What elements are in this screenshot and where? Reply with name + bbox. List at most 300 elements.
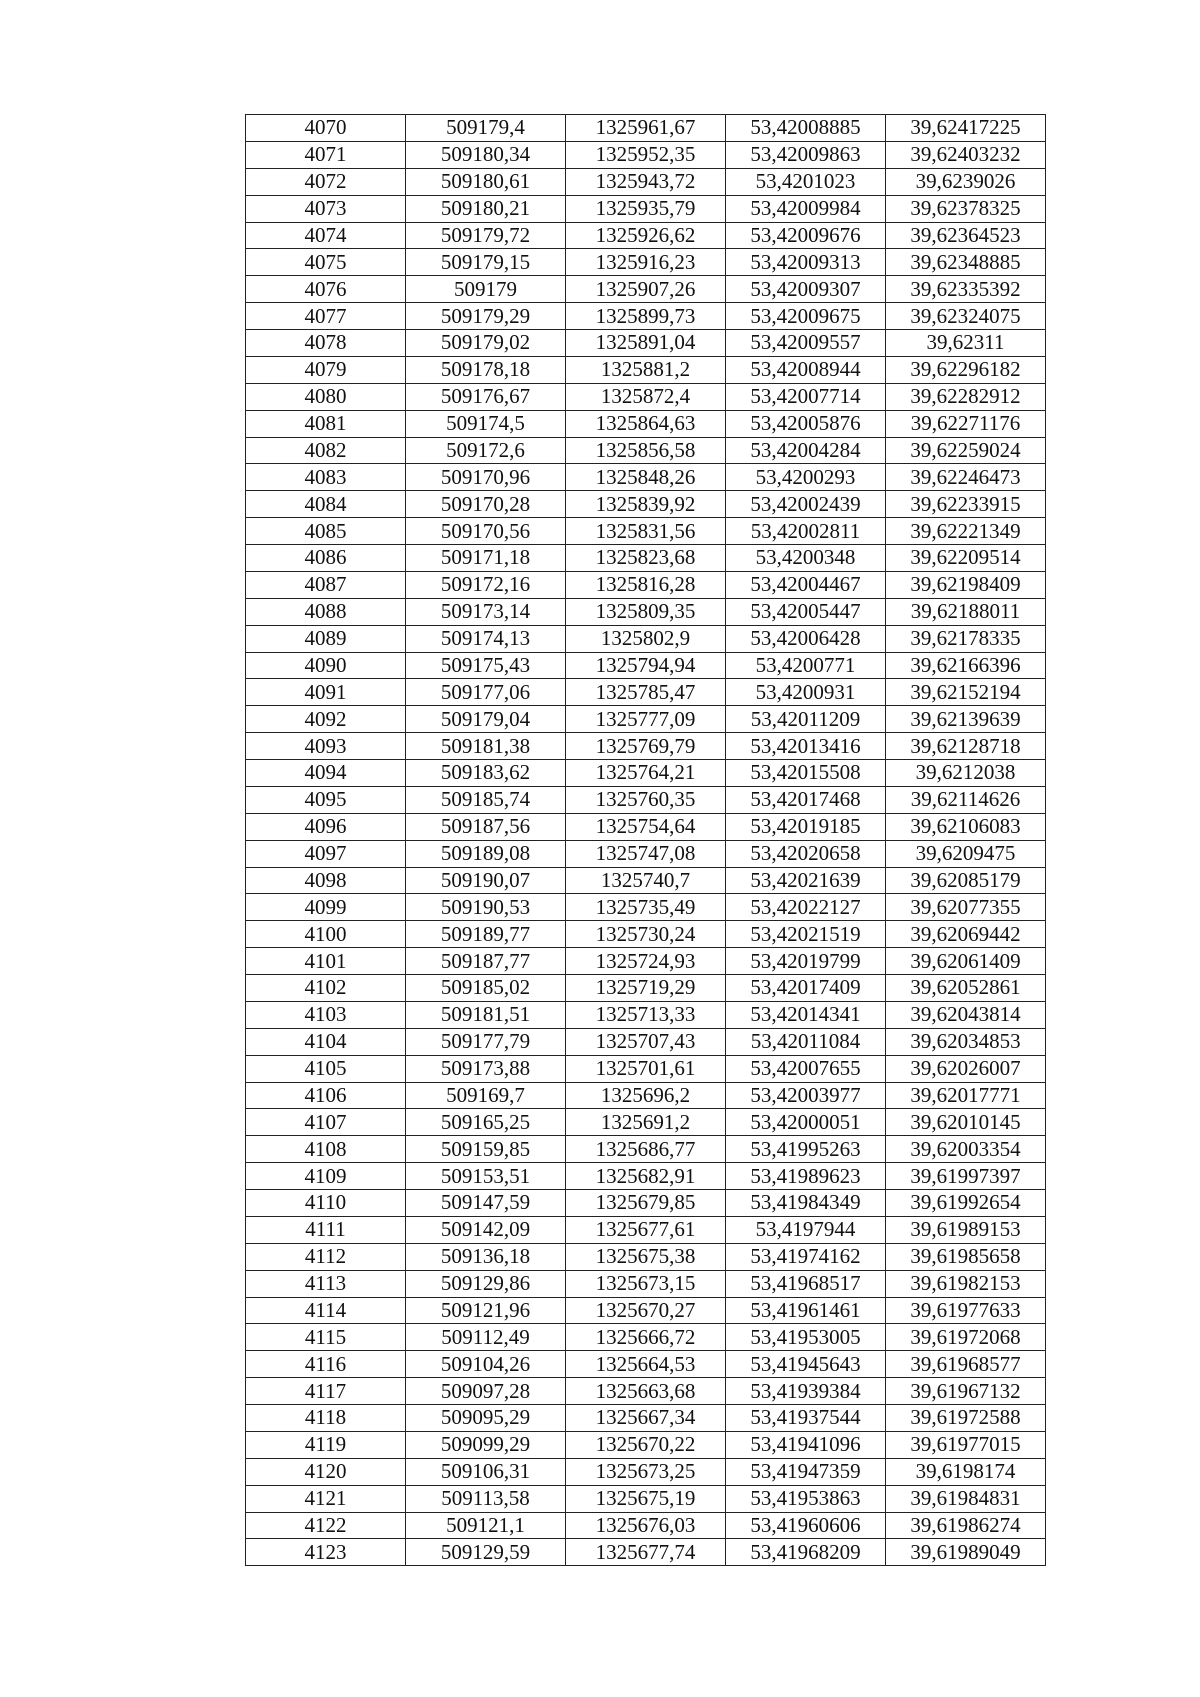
x-coordinate-cell: 509095,29 [406, 1405, 566, 1432]
x-coordinate-cell: 509189,77 [406, 921, 566, 948]
x-coordinate-cell: 509172,6 [406, 437, 566, 464]
longitude-cell: 39,61982153 [886, 1270, 1046, 1297]
latitude-cell: 53,42005447 [726, 598, 886, 625]
point-number-cell: 4073 [246, 195, 406, 222]
latitude-cell: 53,42019185 [726, 813, 886, 840]
y-coordinate-cell: 1325730,24 [566, 921, 726, 948]
y-coordinate-cell: 1325907,26 [566, 276, 726, 303]
y-coordinate-cell: 1325675,38 [566, 1243, 726, 1270]
table-row [246, 652, 1046, 679]
latitude-cell: 53,42017409 [726, 975, 886, 1002]
y-coordinate-cell: 1325673,15 [566, 1270, 726, 1297]
table-row [246, 598, 1046, 625]
y-coordinate-cell: 1325670,22 [566, 1431, 726, 1458]
y-coordinate-cell: 1325673,25 [566, 1458, 726, 1485]
point-number-cell: 4117 [246, 1378, 406, 1405]
x-coordinate-cell: 509172,16 [406, 571, 566, 598]
x-coordinate-cell: 509180,61 [406, 168, 566, 195]
table-row [246, 813, 1046, 840]
x-coordinate-cell: 509121,96 [406, 1297, 566, 1324]
table-row [246, 867, 1046, 894]
longitude-cell: 39,62348885 [886, 249, 1046, 276]
y-coordinate-cell: 1325735,49 [566, 894, 726, 921]
x-coordinate-cell: 509174,13 [406, 625, 566, 652]
latitude-cell: 53,41939384 [726, 1378, 886, 1405]
x-coordinate-cell: 509129,86 [406, 1270, 566, 1297]
coordinates-table [245, 114, 1046, 1566]
latitude-cell: 53,42005876 [726, 410, 886, 437]
table-row [246, 1405, 1046, 1432]
y-coordinate-cell: 1325754,64 [566, 813, 726, 840]
latitude-cell: 53,42002439 [726, 491, 886, 518]
point-number-cell: 4075 [246, 249, 406, 276]
point-number-cell: 4076 [246, 276, 406, 303]
latitude-cell: 53,41953005 [726, 1324, 886, 1351]
y-coordinate-cell: 1325856,58 [566, 437, 726, 464]
y-coordinate-cell: 1325713,33 [566, 1001, 726, 1028]
point-number-cell: 4093 [246, 733, 406, 760]
x-coordinate-cell: 509179,29 [406, 303, 566, 330]
latitude-cell: 53,42009557 [726, 330, 886, 357]
longitude-cell: 39,62034853 [886, 1028, 1046, 1055]
latitude-cell: 53,42019799 [726, 948, 886, 975]
table-row [246, 975, 1046, 1002]
latitude-cell: 53,4200771 [726, 652, 886, 679]
latitude-cell: 53,4197944 [726, 1216, 886, 1243]
table-row [246, 1512, 1046, 1539]
latitude-cell: 53,41968517 [726, 1270, 886, 1297]
table-row [246, 760, 1046, 787]
point-number-cell: 4112 [246, 1243, 406, 1270]
x-coordinate-cell: 509179,04 [406, 706, 566, 733]
longitude-cell: 39,62128718 [886, 733, 1046, 760]
latitude-cell: 53,42009307 [726, 276, 886, 303]
latitude-cell: 53,42017468 [726, 786, 886, 813]
table-row [246, 115, 1046, 142]
table-row [246, 1297, 1046, 1324]
y-coordinate-cell: 1325809,35 [566, 598, 726, 625]
longitude-cell: 39,62139639 [886, 706, 1046, 733]
latitude-cell: 53,41968209 [726, 1539, 886, 1566]
x-coordinate-cell: 509170,56 [406, 518, 566, 545]
longitude-cell: 39,62233915 [886, 491, 1046, 518]
point-number-cell: 4098 [246, 867, 406, 894]
latitude-cell: 53,41945643 [726, 1351, 886, 1378]
y-coordinate-cell: 1325916,23 [566, 249, 726, 276]
x-coordinate-cell: 509174,5 [406, 410, 566, 437]
point-number-cell: 4083 [246, 464, 406, 491]
point-number-cell: 4111 [246, 1216, 406, 1243]
y-coordinate-cell: 1325816,28 [566, 571, 726, 598]
latitude-cell: 53,42003977 [726, 1082, 886, 1109]
longitude-cell: 39,62077355 [886, 894, 1046, 921]
latitude-cell: 53,42021639 [726, 867, 886, 894]
table-row [246, 1001, 1046, 1028]
y-coordinate-cell: 1325943,72 [566, 168, 726, 195]
table-row [246, 1431, 1046, 1458]
point-number-cell: 4106 [246, 1082, 406, 1109]
y-coordinate-cell: 1325864,63 [566, 410, 726, 437]
x-coordinate-cell: 509181,38 [406, 733, 566, 760]
point-number-cell: 4095 [246, 786, 406, 813]
point-number-cell: 4099 [246, 894, 406, 921]
table-row [246, 383, 1046, 410]
x-coordinate-cell: 509190,07 [406, 867, 566, 894]
longitude-cell: 39,62017771 [886, 1082, 1046, 1109]
table-row [246, 518, 1046, 545]
y-coordinate-cell: 1325682,91 [566, 1163, 726, 1190]
longitude-cell: 39,62085179 [886, 867, 1046, 894]
x-coordinate-cell: 509142,09 [406, 1216, 566, 1243]
latitude-cell: 53,42002811 [726, 518, 886, 545]
table-row [246, 1539, 1046, 1566]
y-coordinate-cell: 1325675,19 [566, 1485, 726, 1512]
table-row [246, 464, 1046, 491]
latitude-cell: 53,42009984 [726, 195, 886, 222]
latitude-cell: 53,4200348 [726, 545, 886, 572]
x-coordinate-cell: 509121,1 [406, 1512, 566, 1539]
longitude-cell: 39,61997397 [886, 1163, 1046, 1190]
y-coordinate-cell: 1325760,35 [566, 786, 726, 813]
point-number-cell: 4100 [246, 921, 406, 948]
x-coordinate-cell: 509179 [406, 276, 566, 303]
point-number-cell: 4079 [246, 356, 406, 383]
point-number-cell: 4109 [246, 1163, 406, 1190]
longitude-cell: 39,61967132 [886, 1378, 1046, 1405]
longitude-cell: 39,62152194 [886, 679, 1046, 706]
longitude-cell: 39,62221349 [886, 518, 1046, 545]
latitude-cell: 53,41937544 [726, 1405, 886, 1432]
table-row [246, 545, 1046, 572]
y-coordinate-cell: 1325839,92 [566, 491, 726, 518]
latitude-cell: 53,42008885 [726, 115, 886, 142]
latitude-cell: 53,41961461 [726, 1297, 886, 1324]
latitude-cell: 53,41941096 [726, 1431, 886, 1458]
point-number-cell: 4080 [246, 383, 406, 410]
latitude-cell: 53,41953863 [726, 1485, 886, 1512]
table-row [246, 437, 1046, 464]
latitude-cell: 53,41984349 [726, 1190, 886, 1217]
longitude-cell: 39,62271176 [886, 410, 1046, 437]
y-coordinate-cell: 1325881,2 [566, 356, 726, 383]
point-number-cell: 4084 [246, 491, 406, 518]
longitude-cell: 39,62198409 [886, 571, 1046, 598]
x-coordinate-cell: 509112,49 [406, 1324, 566, 1351]
point-number-cell: 4077 [246, 303, 406, 330]
point-number-cell: 4097 [246, 840, 406, 867]
point-number-cell: 4122 [246, 1512, 406, 1539]
point-number-cell: 4081 [246, 410, 406, 437]
y-coordinate-cell: 1325701,61 [566, 1055, 726, 1082]
y-coordinate-cell: 1325872,4 [566, 383, 726, 410]
latitude-cell: 53,41960606 [726, 1512, 886, 1539]
x-coordinate-cell: 509171,18 [406, 545, 566, 572]
latitude-cell: 53,42007655 [726, 1055, 886, 1082]
longitude-cell: 39,6198174 [886, 1458, 1046, 1485]
table-row [246, 1109, 1046, 1136]
x-coordinate-cell: 509185,74 [406, 786, 566, 813]
table-row [246, 168, 1046, 195]
longitude-cell: 39,62003354 [886, 1136, 1046, 1163]
x-coordinate-cell: 509189,08 [406, 840, 566, 867]
latitude-cell: 53,42009313 [726, 249, 886, 276]
table-row [246, 921, 1046, 948]
latitude-cell: 53,42009675 [726, 303, 886, 330]
latitude-cell: 53,41995263 [726, 1136, 886, 1163]
point-number-cell: 4089 [246, 625, 406, 652]
y-coordinate-cell: 1325952,35 [566, 141, 726, 168]
table-row [246, 840, 1046, 867]
x-coordinate-cell: 509153,51 [406, 1163, 566, 1190]
point-number-cell: 4086 [246, 545, 406, 572]
y-coordinate-cell: 1325848,26 [566, 464, 726, 491]
table-row [246, 894, 1046, 921]
table-row [246, 1485, 1046, 1512]
point-number-cell: 4104 [246, 1028, 406, 1055]
y-coordinate-cell: 1325691,2 [566, 1109, 726, 1136]
longitude-cell: 39,62052861 [886, 975, 1046, 1002]
longitude-cell: 39,61989049 [886, 1539, 1046, 1566]
point-number-cell: 4070 [246, 115, 406, 142]
x-coordinate-cell: 509187,56 [406, 813, 566, 840]
latitude-cell: 53,41947359 [726, 1458, 886, 1485]
x-coordinate-cell: 509106,31 [406, 1458, 566, 1485]
longitude-cell: 39,61968577 [886, 1351, 1046, 1378]
y-coordinate-cell: 1325679,85 [566, 1190, 726, 1217]
longitude-cell: 39,61984831 [886, 1485, 1046, 1512]
longitude-cell: 39,61992654 [886, 1190, 1046, 1217]
latitude-cell: 53,42011084 [726, 1028, 886, 1055]
longitude-cell: 39,62282912 [886, 383, 1046, 410]
point-number-cell: 4115 [246, 1324, 406, 1351]
latitude-cell: 53,42004284 [726, 437, 886, 464]
longitude-cell: 39,62259024 [886, 437, 1046, 464]
longitude-cell: 39,62403232 [886, 141, 1046, 168]
longitude-cell: 39,6209475 [886, 840, 1046, 867]
y-coordinate-cell: 1325794,94 [566, 652, 726, 679]
x-coordinate-cell: 509187,77 [406, 948, 566, 975]
point-number-cell: 4091 [246, 679, 406, 706]
longitude-cell: 39,62209514 [886, 545, 1046, 572]
y-coordinate-cell: 1325747,08 [566, 840, 726, 867]
longitude-cell: 39,6239026 [886, 168, 1046, 195]
table-row [246, 249, 1046, 276]
table-row [246, 222, 1046, 249]
longitude-cell: 39,62010145 [886, 1109, 1046, 1136]
latitude-cell: 53,42011209 [726, 706, 886, 733]
longitude-cell: 39,62043814 [886, 1001, 1046, 1028]
latitude-cell: 53,42020658 [726, 840, 886, 867]
longitude-cell: 39,61972068 [886, 1324, 1046, 1351]
table-row [246, 303, 1046, 330]
x-coordinate-cell: 509177,79 [406, 1028, 566, 1055]
y-coordinate-cell: 1325677,61 [566, 1216, 726, 1243]
x-coordinate-cell: 509173,14 [406, 598, 566, 625]
point-number-cell: 4108 [246, 1136, 406, 1163]
point-number-cell: 4120 [246, 1458, 406, 1485]
y-coordinate-cell: 1325891,04 [566, 330, 726, 357]
longitude-cell: 39,6212038 [886, 760, 1046, 787]
latitude-cell: 53,41974162 [726, 1243, 886, 1270]
x-coordinate-cell: 509113,58 [406, 1485, 566, 1512]
latitude-cell: 53,42007714 [726, 383, 886, 410]
y-coordinate-cell: 1325769,79 [566, 733, 726, 760]
point-number-cell: 4107 [246, 1109, 406, 1136]
x-coordinate-cell: 509179,02 [406, 330, 566, 357]
y-coordinate-cell: 1325667,34 [566, 1405, 726, 1432]
y-coordinate-cell: 1325823,68 [566, 545, 726, 572]
y-coordinate-cell: 1325961,67 [566, 115, 726, 142]
latitude-cell: 53,4201023 [726, 168, 886, 195]
point-number-cell: 4113 [246, 1270, 406, 1297]
table-row [246, 948, 1046, 975]
point-number-cell: 4116 [246, 1351, 406, 1378]
longitude-cell: 39,62114626 [886, 786, 1046, 813]
point-number-cell: 4072 [246, 168, 406, 195]
x-coordinate-cell: 509183,62 [406, 760, 566, 787]
y-coordinate-cell: 1325676,03 [566, 1512, 726, 1539]
longitude-cell: 39,62246473 [886, 464, 1046, 491]
x-coordinate-cell: 509181,51 [406, 1001, 566, 1028]
longitude-cell: 39,62364523 [886, 222, 1046, 249]
latitude-cell: 53,42000051 [726, 1109, 886, 1136]
y-coordinate-cell: 1325926,62 [566, 222, 726, 249]
point-number-cell: 4114 [246, 1297, 406, 1324]
table-row [246, 571, 1046, 598]
x-coordinate-cell: 509178,18 [406, 356, 566, 383]
table-row [246, 786, 1046, 813]
x-coordinate-cell: 509185,02 [406, 975, 566, 1002]
longitude-cell: 39,62106083 [886, 813, 1046, 840]
y-coordinate-cell: 1325663,68 [566, 1378, 726, 1405]
latitude-cell: 53,42004467 [726, 571, 886, 598]
table-row [246, 1028, 1046, 1055]
x-coordinate-cell: 509179,15 [406, 249, 566, 276]
longitude-cell: 39,62061409 [886, 948, 1046, 975]
latitude-cell: 53,4200293 [726, 464, 886, 491]
table-row [246, 1458, 1046, 1485]
table-row [246, 330, 1046, 357]
longitude-cell: 39,62026007 [886, 1055, 1046, 1082]
table-row [246, 195, 1046, 222]
longitude-cell: 39,61986274 [886, 1512, 1046, 1539]
x-coordinate-cell: 509159,85 [406, 1136, 566, 1163]
longitude-cell: 39,61977015 [886, 1431, 1046, 1458]
point-number-cell: 4071 [246, 141, 406, 168]
latitude-cell: 53,42009676 [726, 222, 886, 249]
y-coordinate-cell: 1325899,73 [566, 303, 726, 330]
y-coordinate-cell: 1325686,77 [566, 1136, 726, 1163]
y-coordinate-cell: 1325707,43 [566, 1028, 726, 1055]
table-row [246, 1324, 1046, 1351]
table-row [246, 1136, 1046, 1163]
y-coordinate-cell: 1325831,56 [566, 518, 726, 545]
x-coordinate-cell: 509173,88 [406, 1055, 566, 1082]
point-number-cell: 4092 [246, 706, 406, 733]
x-coordinate-cell: 509179,4 [406, 115, 566, 142]
x-coordinate-cell: 509099,29 [406, 1431, 566, 1458]
table-row [246, 706, 1046, 733]
x-coordinate-cell: 509180,21 [406, 195, 566, 222]
point-number-cell: 4090 [246, 652, 406, 679]
table-row [246, 679, 1046, 706]
longitude-cell: 39,61985658 [886, 1243, 1046, 1270]
y-coordinate-cell: 1325696,2 [566, 1082, 726, 1109]
point-number-cell: 4096 [246, 813, 406, 840]
latitude-cell: 53,42009863 [726, 141, 886, 168]
longitude-cell: 39,62335392 [886, 276, 1046, 303]
point-number-cell: 4085 [246, 518, 406, 545]
table-row [246, 1055, 1046, 1082]
y-coordinate-cell: 1325664,53 [566, 1351, 726, 1378]
point-number-cell: 4088 [246, 598, 406, 625]
y-coordinate-cell: 1325677,74 [566, 1539, 726, 1566]
point-number-cell: 4110 [246, 1190, 406, 1217]
coordinates-table-body [246, 115, 1046, 1566]
x-coordinate-cell: 509179,72 [406, 222, 566, 249]
x-coordinate-cell: 509170,96 [406, 464, 566, 491]
longitude-cell: 39,62311 [886, 330, 1046, 357]
table-row [246, 356, 1046, 383]
x-coordinate-cell: 509177,06 [406, 679, 566, 706]
x-coordinate-cell: 509097,28 [406, 1378, 566, 1405]
table-row [246, 1082, 1046, 1109]
x-coordinate-cell: 509147,59 [406, 1190, 566, 1217]
table-row [246, 1163, 1046, 1190]
point-number-cell: 4103 [246, 1001, 406, 1028]
point-number-cell: 4118 [246, 1405, 406, 1432]
y-coordinate-cell: 1325740,7 [566, 867, 726, 894]
latitude-cell: 53,41989623 [726, 1163, 886, 1190]
x-coordinate-cell: 509190,53 [406, 894, 566, 921]
point-number-cell: 4074 [246, 222, 406, 249]
table-row [246, 410, 1046, 437]
table-row [246, 491, 1046, 518]
longitude-cell: 39,62324075 [886, 303, 1046, 330]
x-coordinate-cell: 509129,59 [406, 1539, 566, 1566]
latitude-cell: 53,42006428 [726, 625, 886, 652]
table-row [246, 1243, 1046, 1270]
longitude-cell: 39,62166396 [886, 652, 1046, 679]
y-coordinate-cell: 1325719,29 [566, 975, 726, 1002]
latitude-cell: 53,42022127 [726, 894, 886, 921]
point-number-cell: 4105 [246, 1055, 406, 1082]
longitude-cell: 39,62188011 [886, 598, 1046, 625]
y-coordinate-cell: 1325670,27 [566, 1297, 726, 1324]
table-row [246, 625, 1046, 652]
longitude-cell: 39,62069442 [886, 921, 1046, 948]
table-row [246, 141, 1046, 168]
longitude-cell: 39,61977633 [886, 1297, 1046, 1324]
table-row [246, 1190, 1046, 1217]
point-number-cell: 4078 [246, 330, 406, 357]
point-number-cell: 4094 [246, 760, 406, 787]
point-number-cell: 4121 [246, 1485, 406, 1512]
table-row [246, 1378, 1046, 1405]
table-row [246, 733, 1046, 760]
x-coordinate-cell: 509136,18 [406, 1243, 566, 1270]
longitude-cell: 39,61989153 [886, 1216, 1046, 1243]
x-coordinate-cell: 509165,25 [406, 1109, 566, 1136]
longitude-cell: 39,62417225 [886, 115, 1046, 142]
latitude-cell: 53,4200931 [726, 679, 886, 706]
point-number-cell: 4082 [246, 437, 406, 464]
latitude-cell: 53,42013416 [726, 733, 886, 760]
x-coordinate-cell: 509104,26 [406, 1351, 566, 1378]
table-row [246, 1216, 1046, 1243]
y-coordinate-cell: 1325724,93 [566, 948, 726, 975]
point-number-cell: 4087 [246, 571, 406, 598]
